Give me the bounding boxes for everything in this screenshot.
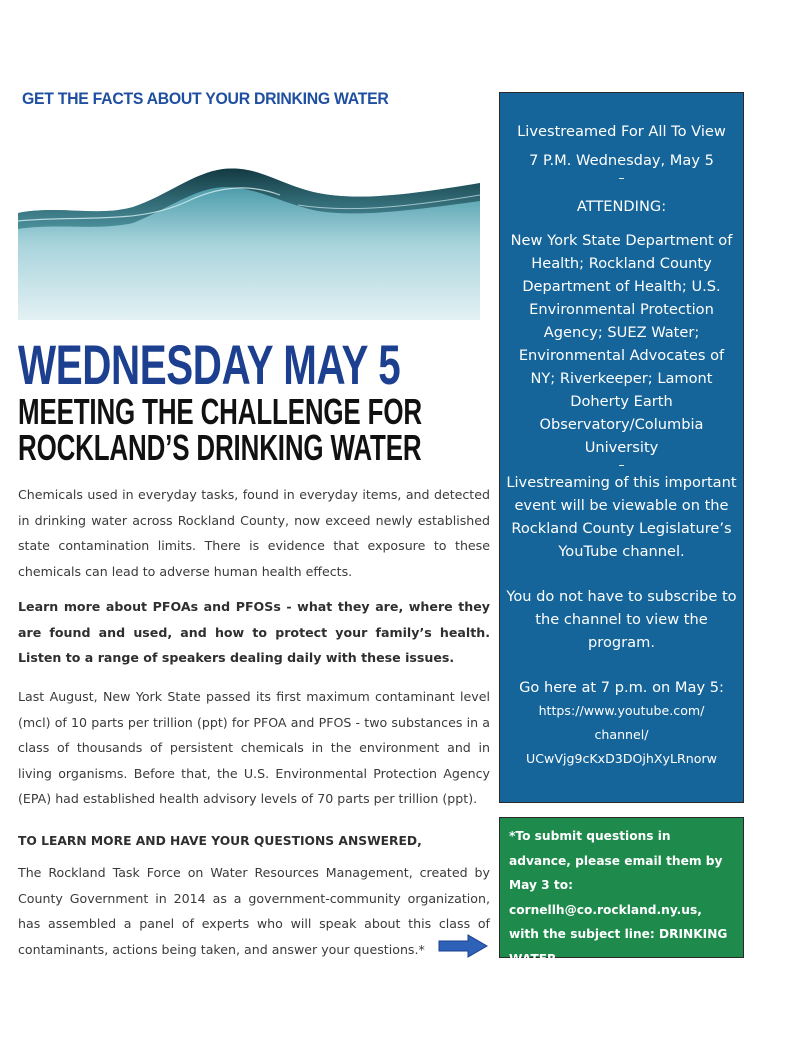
livestream-info-box — [499, 92, 744, 803]
event-title-line-2: ROCKLAND’S DRINKING WATER — [18, 427, 422, 468]
livestream-line-2: 7 P.M. Wednesday, May 5 — [529, 152, 714, 169]
divider-dash: – — [618, 458, 625, 472]
youtube-link-line-2[interactable]: channel/ — [594, 727, 649, 742]
attending-list: New York State Department of Health; Rockland County Department of Health; U.S. Environmental Protection Agency; SUEZ Water; Environmental Advocates of NY; Riverkeeper; Lamont Doherty Earth Observatory/Columbia University — [510, 232, 733, 456]
intro-paragraph: Chemicals used in everyday tasks, found in everyday items, and detected in drinking water across Rockland County, now exceed newly established state contamination limits. There is evidence that exposure to these chemicals can lead to adverse human health effects. — [18, 487, 490, 579]
attending-label: ATTENDING: — [576, 198, 667, 215]
go-here-label: Go here at 7 p.m. on May 5: — [519, 679, 724, 696]
event-title-line-1: MEETING THE CHALLENGE FOR — [18, 391, 422, 432]
livestream-note: Livestreaming of this important event will be viewable on the Rockland County Legislature’s YouTube channel. — [506, 474, 737, 560]
right-arrow-icon — [438, 934, 488, 958]
event-date-headline: WEDNESDAY MAY 5 — [18, 333, 401, 396]
water-wave-image — [18, 165, 480, 320]
youtube-link-line-3[interactable]: UCwVjg9cKxD3DOjhXyLRnorw — [526, 751, 717, 766]
questions-heading: TO LEARN MORE AND HAVE YOUR QUESTIONS ANSWERED, — [18, 834, 422, 848]
task-force-paragraph: The Rockland Task Force on Water Resources Management, created by County Government in 2014 as a government-community organization, has assembled a panel of experts who will speak about this class of contaminants, actions being taken, and answer your questions.* — [18, 865, 490, 957]
youtube-link-line-1[interactable]: https://www.youtube.com/ — [538, 703, 705, 718]
submit-questions-box: *To submit questions in advance, please email them by May 3 to: cornellh@co.rockland.ny.us, with the subject line: DRINKING WATER. — [499, 817, 744, 958]
divider-dash: – — [618, 171, 625, 185]
subscribe-note: You do not have to subscribe to the channel to view the program. — [506, 588, 737, 651]
kicker-heading: GET THE FACTS ABOUT YOUR DRINKING WATER — [22, 89, 389, 108]
livestream-line-1: Livestreamed For All To View — [517, 123, 726, 140]
event-title — [18, 391, 422, 468]
learn-more-paragraph: Learn more about PFOAs and PFOSs - what they are, where they are found and used, and how to protect your family’s health. Listen to a range of speakers dealing daily with these issues. — [18, 599, 490, 666]
background-paragraph: Last August, New York State passed its first maximum contaminant level (mcl) of 10 parts per trillion (ppt) for PFOA and PFOS - two substances in a class of thousands of persistent chemicals in the environment and in living organisms. Before that, the U.S. Environmental Protection Agency (EPA) had established health advisory levels of 70 parts per trillion (ppt). — [18, 689, 490, 807]
